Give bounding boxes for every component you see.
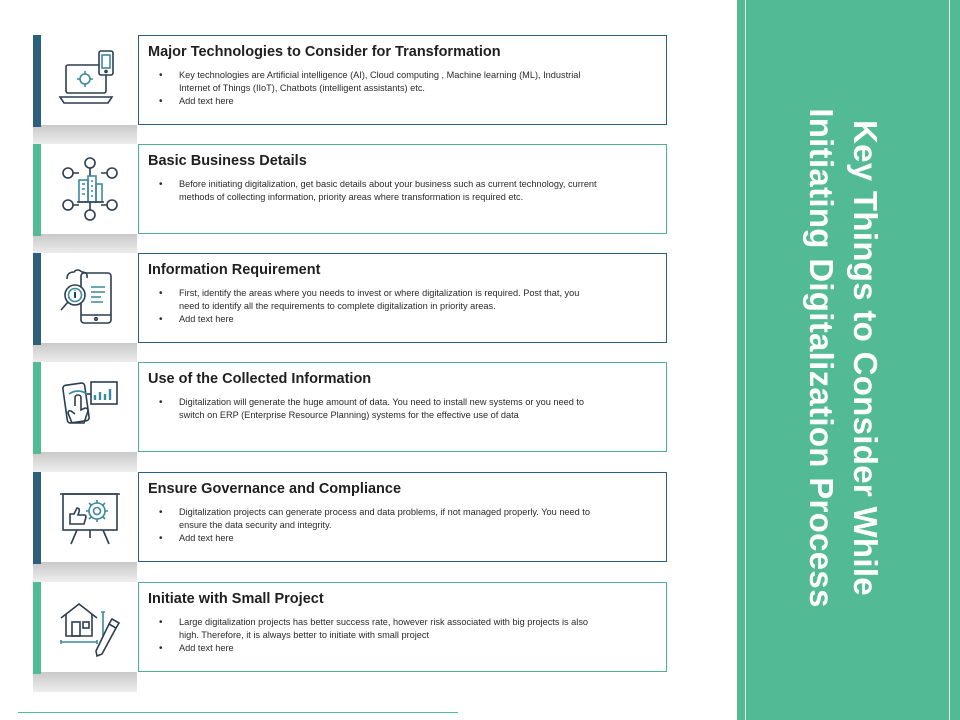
row-shadow <box>33 562 137 582</box>
row-shadow <box>33 343 137 363</box>
laptop-gear-phone-icon <box>41 35 138 125</box>
item-row-3 <box>33 253 669 345</box>
row-accent-bar <box>33 582 41 674</box>
page-title-line-1: Key Things to Consider While <box>847 120 884 596</box>
title-panel <box>737 0 960 720</box>
item-card <box>138 582 667 672</box>
bullet-list <box>159 396 599 422</box>
row-shadow <box>33 452 137 472</box>
page-title <box>799 108 887 607</box>
item-card <box>138 144 667 234</box>
bullet-list <box>159 287 599 326</box>
presentation-board-icon <box>41 472 138 562</box>
row-accent-bar <box>33 144 41 236</box>
bullet-item: • Key technologies are Artificial intelligence (AI), Cloud computing , Machine learning (ML), Industrial Internet of Things (IIoT), Chatbots (intelligent assistants) etc. <box>159 69 599 95</box>
bullet-item: • Add text here <box>159 532 599 545</box>
item-heading: Information Requirement <box>148 262 321 278</box>
item-card <box>138 253 667 343</box>
bullet-list <box>159 178 599 204</box>
bullet-item: • Large digitalization projects has better success rate, however risk associated with big projects is also high. Therefore, it is always better to initiate with small project <box>159 616 599 642</box>
panel-rule-right <box>949 0 950 720</box>
item-heading: Ensure Governance and Compliance <box>148 481 402 497</box>
row-accent-bar <box>33 362 41 454</box>
item-row-5 <box>33 472 669 564</box>
house-pencil-icon <box>41 582 138 672</box>
item-card <box>138 472 667 562</box>
bullet-list <box>159 506 599 545</box>
bullet-item: • First, identify the areas where you needs to invest or where digitalization is required. Post that, you need to identify all the requirements to complete digitalization in priority areas. <box>159 287 599 313</box>
bottom-divider <box>18 712 458 713</box>
bullet-list <box>159 69 599 108</box>
item-row-2 <box>33 144 669 236</box>
item-heading: Initiate with Small Project <box>148 591 324 607</box>
bullet-item: • Add text here <box>159 313 599 326</box>
item-row-1 <box>33 35 669 127</box>
row-accent-bar <box>33 35 41 127</box>
item-heading: Major Technologies to Consider for Transformation <box>148 44 501 60</box>
row-shadow <box>33 234 137 254</box>
bullet-item: • Digitalization will generate the huge amount of data. You need to install new systems or you need to switch on ERP (Enterprise Resource Planning) systems for the effective use of data <box>159 396 599 422</box>
information-search-icon <box>41 253 138 343</box>
item-card <box>138 35 667 125</box>
item-row-6 <box>33 582 669 674</box>
item-heading: Use of the Collected Information <box>148 371 372 387</box>
bullet-item: • Digitalization projects can generate process and data problems, if not managed properly. You need to ensure the data security and integrity. <box>159 506 599 532</box>
row-accent-bar <box>33 472 41 564</box>
item-row-4 <box>33 362 669 454</box>
bullet-item: • Add text here <box>159 642 599 655</box>
bullet-item: • Add text here <box>159 95 599 108</box>
row-accent-bar <box>33 253 41 345</box>
touch-chart-icon <box>41 362 138 452</box>
item-heading: Basic Business Details <box>148 153 307 169</box>
item-card <box>138 362 667 452</box>
panel-rule-left <box>745 0 746 720</box>
building-network-icon <box>41 144 138 234</box>
page-title-line-2: Initiating Digitalization Process <box>803 108 840 608</box>
bullet-item: • Before initiating digitalization, get basic details about your business such as current technology, current methods of collecting information, priority areas where transformation is required etc. <box>159 178 599 204</box>
row-shadow <box>33 672 137 692</box>
row-shadow <box>33 125 137 145</box>
bullet-list <box>159 616 599 655</box>
